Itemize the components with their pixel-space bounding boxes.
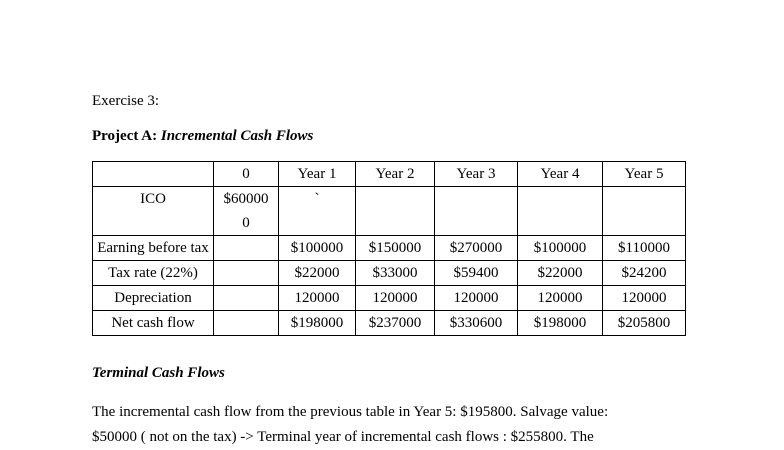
table-cell: $100000 bbox=[279, 236, 356, 261]
table-cell: ` bbox=[279, 187, 356, 236]
table-header-cell: Year 3 bbox=[435, 162, 518, 187]
table-cell: 120000 bbox=[356, 286, 435, 311]
table-header-cell: 0 bbox=[214, 162, 279, 187]
table-row bbox=[93, 286, 686, 311]
table-cell: $205800 bbox=[603, 311, 686, 336]
body-paragraph bbox=[92, 400, 712, 450]
table-cell bbox=[214, 236, 279, 261]
table-cell: $100000 bbox=[518, 236, 603, 261]
table-cell bbox=[214, 261, 279, 286]
terminal-cash-flows-heading: Terminal Cash Flows bbox=[92, 365, 225, 381]
table-cell bbox=[214, 311, 279, 336]
row-label: Earning before tax bbox=[93, 236, 214, 261]
row-label: Net cash flow bbox=[93, 311, 214, 336]
table-cell: 120000 bbox=[518, 286, 603, 311]
table-cell bbox=[518, 187, 603, 236]
table-row bbox=[93, 236, 686, 261]
project-subtitle: Incremental Cash Flows bbox=[160, 128, 314, 144]
table-row bbox=[93, 261, 686, 286]
table-cell bbox=[356, 187, 435, 236]
table-cell: $198000 bbox=[279, 311, 356, 336]
table-cell: $330600 bbox=[435, 311, 518, 336]
table-cell: 120000 bbox=[603, 286, 686, 311]
row-label: ICO bbox=[93, 187, 214, 236]
table-cell bbox=[603, 187, 686, 236]
project-label: Project A: bbox=[92, 128, 158, 144]
table-row bbox=[93, 187, 686, 236]
table-header-cell: Year 1 bbox=[279, 162, 356, 187]
paragraph-line: $50000 ( not on the tax) -> Terminal year of incremental cash flows : $255800. The bbox=[92, 429, 594, 445]
table-cell: 120000 bbox=[279, 286, 356, 311]
incremental-cash-flow-table bbox=[92, 161, 686, 336]
project-heading bbox=[92, 128, 313, 145]
table-cell: $150000 bbox=[356, 236, 435, 261]
table-header-cell: Year 5 bbox=[603, 162, 686, 187]
table-header-cell bbox=[93, 162, 214, 187]
table-header-cell: Year 4 bbox=[518, 162, 603, 187]
table-header-cell: Year 2 bbox=[356, 162, 435, 187]
table-cell: $110000 bbox=[603, 236, 686, 261]
table-cell: $24200 bbox=[603, 261, 686, 286]
table-cell: $22000 bbox=[518, 261, 603, 286]
table-cell: $59400 bbox=[435, 261, 518, 286]
table-cell bbox=[435, 187, 518, 236]
table-cell: $33000 bbox=[356, 261, 435, 286]
table-row bbox=[93, 311, 686, 336]
table-cell: $60000 0 bbox=[214, 187, 279, 236]
table-cell bbox=[214, 286, 279, 311]
table-cell: $22000 bbox=[279, 261, 356, 286]
paragraph-line: The incremental cash flow from the previous table in Year 5: $195800. Salvage value: bbox=[92, 404, 609, 420]
table-cell: $270000 bbox=[435, 236, 518, 261]
exercise-title: Exercise 3: bbox=[92, 93, 160, 109]
row-label: Tax rate (22%) bbox=[93, 261, 214, 286]
table-cell: $237000 bbox=[356, 311, 435, 336]
table-header-row bbox=[93, 162, 686, 187]
row-label: Depreciation bbox=[93, 286, 214, 311]
table-cell: 120000 bbox=[435, 286, 518, 311]
table-cell: $198000 bbox=[518, 311, 603, 336]
